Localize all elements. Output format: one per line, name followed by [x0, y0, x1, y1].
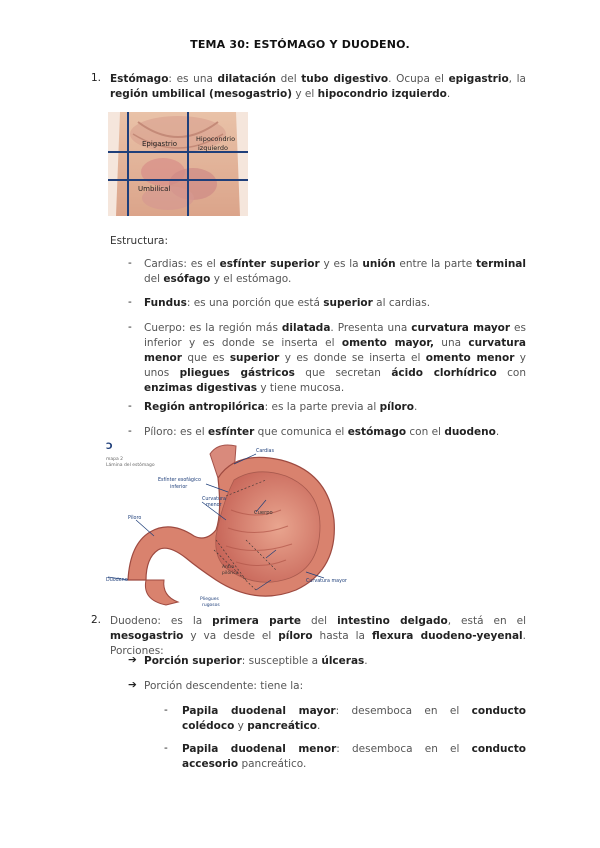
bullet-dash: -	[128, 425, 132, 437]
label-esfinter-2: inferior	[170, 485, 188, 490]
label-piloro: Píloro	[128, 516, 142, 521]
label-pliegues-2: rugosos	[202, 603, 220, 608]
stomach-anatomy-figure	[106, 440, 358, 610]
structure-heading: Estructura:	[110, 235, 169, 247]
abdomen-regions-figure	[108, 112, 248, 216]
item-porcion-descendente: Porción descendente: tiene la:	[144, 680, 304, 692]
label-cuerpo: Cuerpo	[254, 510, 273, 516]
bullet-dash: -	[128, 400, 132, 412]
label-epigastrio: Epigastrio	[142, 140, 178, 148]
label-antro-1: Antro	[222, 565, 235, 570]
label-antro-2: pilórico	[222, 571, 239, 576]
section-number-1: 1.	[91, 72, 102, 84]
corner-caption-1: mapa 2	[106, 457, 124, 462]
bullet-dash: -	[164, 704, 168, 716]
label-esfinter-1: Esfínter esofágico	[158, 478, 201, 483]
item-fundus: Fundus: es una porción que está superior al cardias.	[144, 297, 431, 309]
item-papila-menor: Papila duodenal menor: desemboca en el conducto accesorio pancreático.	[182, 743, 526, 770]
label-curvatura-menor-1: Curvatura	[202, 497, 226, 502]
label-umbilical: Umbilical	[138, 185, 171, 193]
item-papila-mayor: Papila duodenal mayor: desemboca en el conducto colédoco y pancreático.	[182, 705, 526, 732]
bullet-dash: -	[128, 296, 132, 308]
item-porcion-superior: Porción superior: susceptible a úlceras.	[144, 655, 368, 667]
item-cuerpo: Cuerpo: es la región más dilatada. Presenta una curvatura mayor es inferior y es donde se inserta el omento mayor, una curvatura menor que es superior y es donde se inserta el omento menor y unos pliegues gástricos que secretan ácido clorhídrico con enzimas digestivas y tiene mucosa.	[144, 322, 526, 394]
bullet-dash: -	[164, 742, 168, 754]
bullet-dash: -	[128, 257, 132, 269]
label-curvatura-menor-2: menor	[206, 503, 222, 508]
bullet-dash: -	[128, 321, 132, 333]
section-stomach-text: Estómago: es una dilatación del tubo digestivo. Ocupa el epigastrio, la región umbilical (mesogastrio) y el hipocondrio izquierdo.	[110, 73, 526, 100]
arrow-bullet-icon: ➔	[128, 679, 137, 691]
duodenum-shape	[145, 580, 178, 605]
item-cardias: Cardias: es el esfínter superior y es la unión entre la parte terminal del esófago y el estómago.	[144, 258, 526, 285]
label-hipocondrio-2: izquierdo	[198, 144, 228, 152]
corner-icon: Ↄ	[106, 442, 113, 452]
label-hipocondrio-1: Hipocondrio	[196, 135, 236, 143]
page-title: TEMA 30: ESTÓMAGO Y DUODENO.	[190, 38, 410, 51]
label-cardias: Cardias	[256, 449, 274, 454]
label-pliegues-1: Pliegues	[200, 597, 219, 602]
item-piloro: Píloro: es el esfínter que comunica el estómago con el duodeno.	[144, 426, 500, 438]
label-duodeno: Duodeno	[106, 578, 128, 583]
section-number-2: 2.	[91, 614, 102, 626]
item-antro: Región antropilórica: es la parte previa al píloro.	[144, 401, 418, 413]
label-curvatura-mayor: Curvatura mayor	[306, 579, 347, 584]
corner-caption-2: Lámina del estómago	[106, 463, 155, 468]
arrow-bullet-icon: ➔	[128, 654, 137, 666]
section-duodenum-text: Duodeno: es la primera parte del intestino delgado, está en el mesogastrio y va desde el píloro hasta la flexura duodeno-yeyenal. Porciones:	[110, 615, 527, 657]
